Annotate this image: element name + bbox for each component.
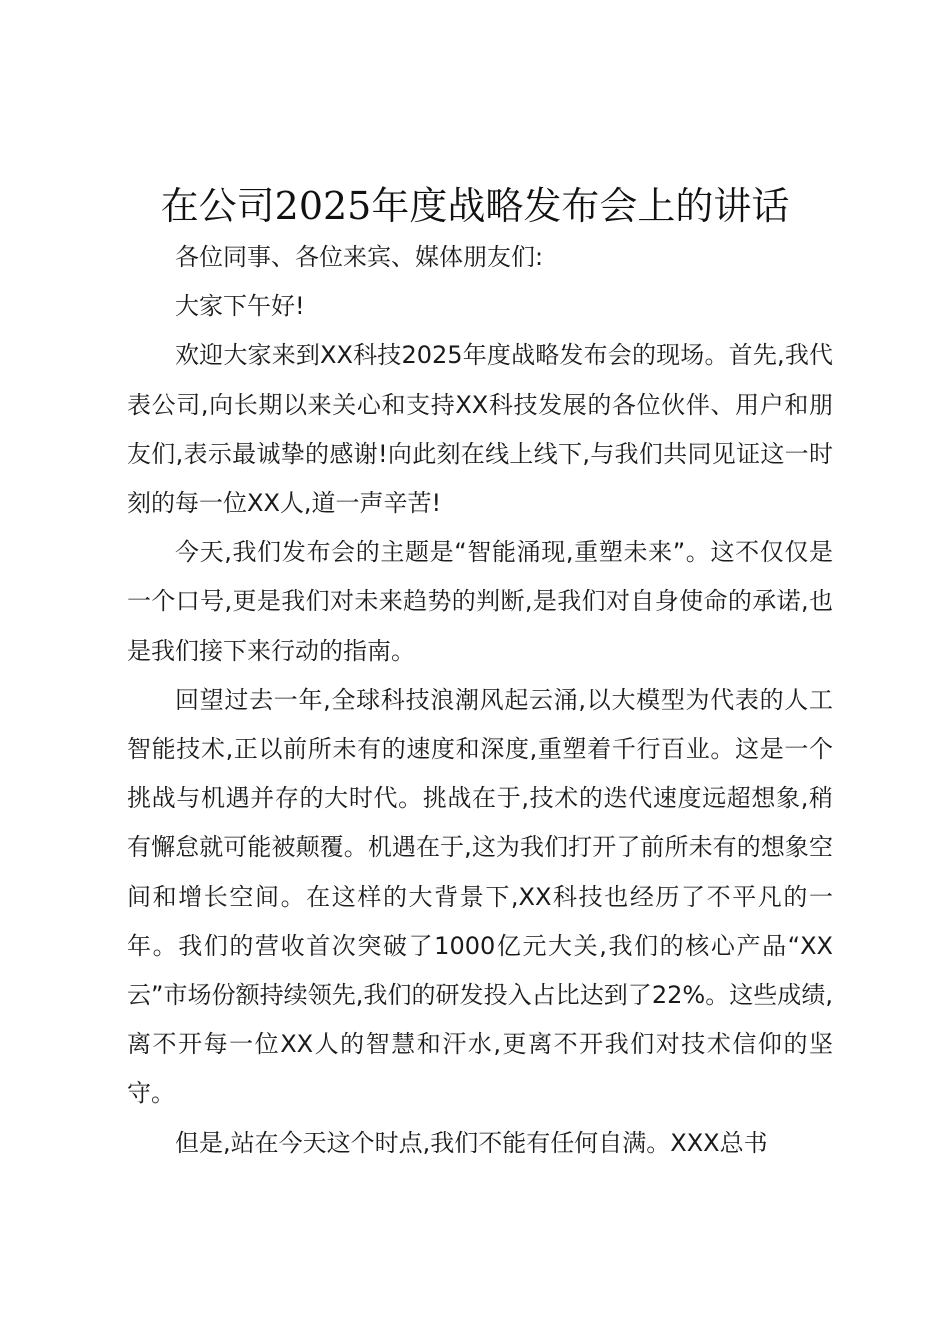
greeting-paragraph: 大家下午好! <box>175 292 305 321</box>
theme-paragraph: 今天,我们发布会的主题是“智能涌现,重塑未来”。这不仅仅是一个口号,更是我们对未来趋势的判断,是我们对自身使命的承诺,也是我们接下来行动的指南。 <box>127 538 833 665</box>
closing-paragraph: 但是,站在今天这个时点,我们不能有任何自满。XXX总书 <box>175 1128 768 1157</box>
document-title: 在公司2025年度战略发布会上的讲话 <box>160 184 790 228</box>
welcome-paragraph: 欢迎大家来到XX科技2025年度战略发布会的现场。首先,我代表公司,向长期以来关心和支持XX科技发展的各位伙伴、用户和朋友们,表示最诚挚的感谢!向此刻在线上线下,与我们共同见证这一时刻的每一位XX人,道一声辛苦! <box>127 341 833 518</box>
document-body <box>127 233 833 1168</box>
review-paragraph: 回望过去一年,全球科技浪潮风起云涌,以大模型为代表的人工智能技术,正以前所未有的速度和深度,重塑着千行百业。这是一个挑战与机遇并存的大时代。挑战在于,技术的迭代速度远超想象,稍有懈怠就可能被颠覆。机遇在于,这为我们打开了前所未有的想象空间和增长空间。在这样的大背景下,XX科技也经历了不平凡的一年。我们的营收首次突破了1000亿元大关,我们的核心产品“XX云”市场份额持续领先,我们的研发投入占比达到了22%。这些成绩,离不开每一位XX人的智慧和汗水,更离不开我们对技术信仰的坚守。 <box>127 685 833 1108</box>
salutation-paragraph: 各位同事、各位来宾、媒体朋友们: <box>175 243 544 271</box>
